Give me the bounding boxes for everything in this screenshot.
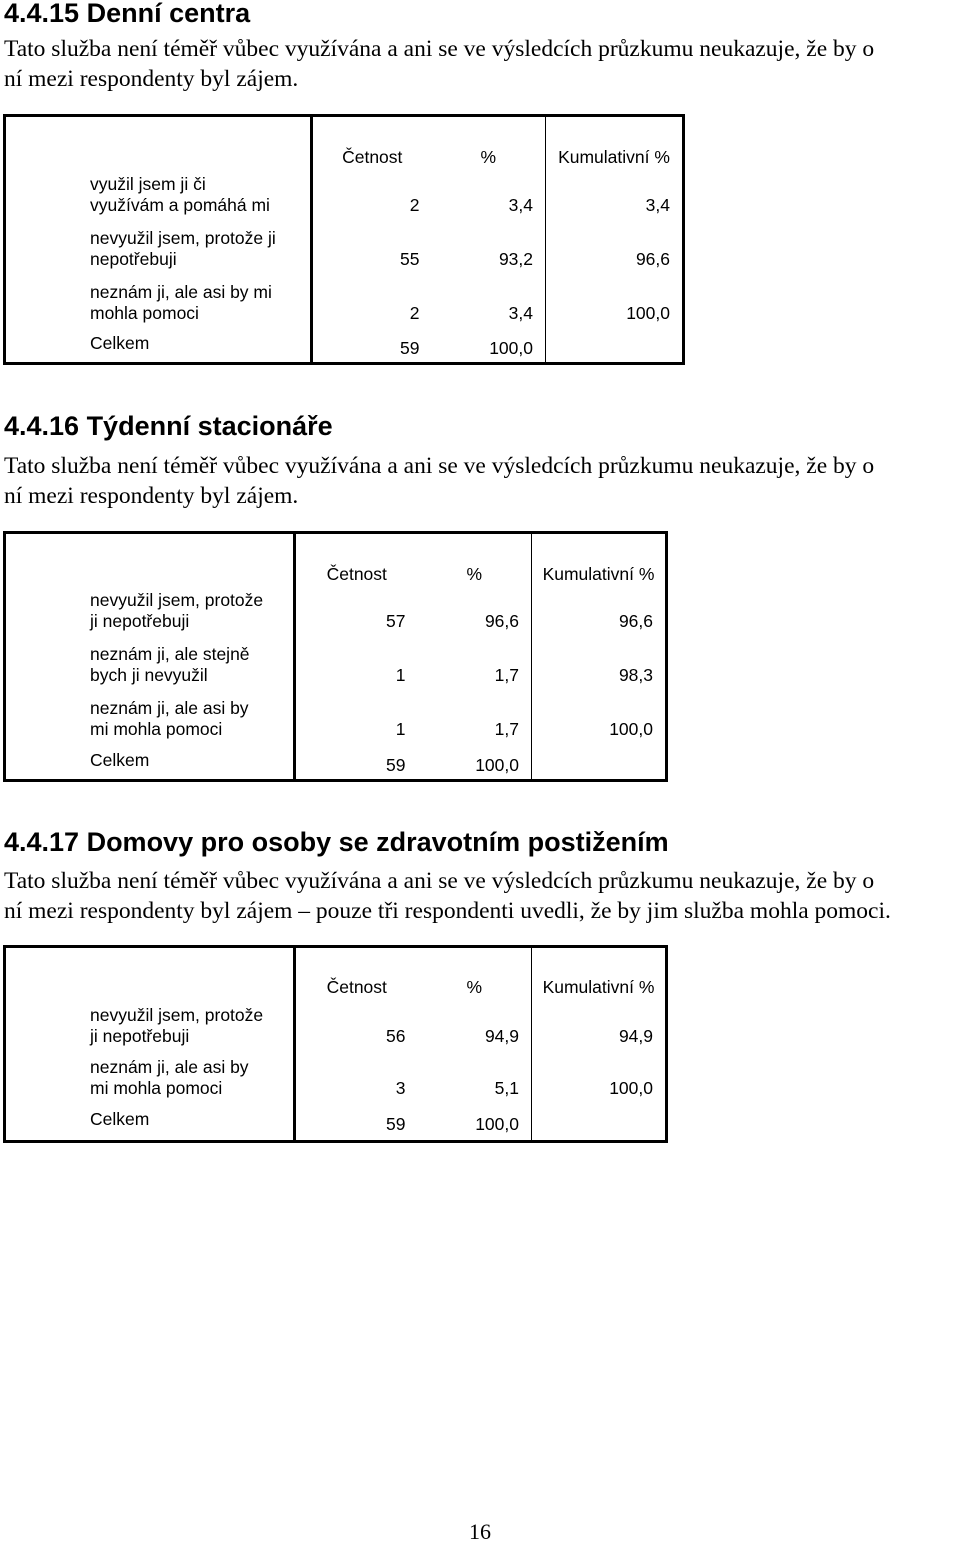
section-paragraph-line-2: ní mezi respondenty byl zájem – pouze tři respondenti uvedli, že by jim služba mohla pomoci. (4, 898, 891, 924)
row-label: nevyužil jsem, protože ji nepotřebuji (5, 222, 312, 276)
cell-cum: 96,6 (635, 248, 670, 269)
cell-freq: 57 (386, 610, 406, 631)
column-header-cum: Kumulativní % (558, 146, 670, 167)
table-row (5, 1053, 667, 1105)
cell-pct: 100,0 (418, 1105, 532, 1142)
row-label: Celkem (5, 330, 312, 364)
section-heading-4-4-17: 4.4.17 Domovy pro osoby se zdravotním postižením (4, 827, 669, 857)
row-label: využil jsem ji či využívám a pomáhá mi (5, 173, 312, 222)
cell-cum: 96,6 (618, 610, 653, 631)
row-label: neznám ji, ale asi by mi mohla pomoci (5, 692, 295, 746)
cell-cum: 100,0 (609, 718, 653, 739)
table-row-total (5, 746, 667, 781)
column-header-freq: Četnost (326, 563, 387, 584)
table-corner-cell (5, 533, 295, 590)
table-corner-cell (5, 116, 312, 173)
cell-freq: 1 (395, 718, 406, 739)
frequency-table-domovy-pro-osoby (3, 945, 668, 1143)
cell-freq: 1 (395, 664, 406, 685)
cell-cum: 3,4 (645, 194, 670, 215)
row-label: neznám ji, ale stejně bych ji nevyužil (5, 638, 295, 692)
row-label: Celkem (5, 1105, 295, 1142)
cell-pct: 94,9 (418, 1003, 532, 1053)
cell-pct: 3,4 (432, 276, 546, 330)
cell-freq: 59 (386, 1114, 406, 1134)
table-row (5, 692, 667, 746)
section-paragraph-line-2: ní mezi respondenty byl zájem. (4, 483, 299, 509)
row-label: neznám ji, ale asi by mi mohla pomoci (5, 276, 312, 330)
frequency-table-denni-centra (3, 114, 685, 365)
cell-pct: 96,6 (418, 590, 532, 638)
cell-pct: 100,0 (432, 330, 546, 364)
cell-cum: 94,9 (618, 1025, 653, 1046)
table-row (5, 173, 684, 222)
column-header-pct: % (418, 533, 532, 590)
cell-freq: 2 (409, 302, 420, 323)
cell-cum-empty (546, 330, 684, 364)
section-paragraph-line-1: Tato služba není téměř vůbec využívána a ani se ve výsledcích průzkumu neukazuje, že by o (4, 453, 875, 479)
row-label: Celkem (5, 746, 295, 781)
row-label: neznám ji, ale asi by mi mohla pomoci (5, 1053, 295, 1105)
cell-cum: 100,0 (609, 1077, 653, 1098)
table-row (5, 276, 684, 330)
column-header-cum: Kumulativní % (542, 976, 655, 997)
cell-pct: 100,0 (418, 746, 532, 781)
table-corner-cell (5, 947, 295, 1003)
section-paragraph-line-2: ní mezi respondenty byl zájem. (4, 66, 299, 92)
column-header-pct: % (418, 947, 532, 1003)
cell-freq: 2 (409, 194, 420, 215)
table-row (5, 638, 667, 692)
cell-pct: 3,4 (432, 173, 546, 222)
cell-pct: 1,7 (418, 638, 532, 692)
section-paragraph-line-1: Tato služba není téměř vůbec využívána a ani se ve výsledcích průzkumu neukazuje, že by o (4, 36, 875, 62)
column-header-cum: Kumulativní % (542, 563, 655, 584)
table-row (5, 1003, 667, 1053)
cell-freq: 56 (386, 1025, 406, 1046)
cell-freq: 55 (400, 248, 420, 269)
cell-freq: 59 (386, 755, 406, 775)
table-row (5, 590, 667, 638)
column-header-freq: Četnost (326, 976, 387, 997)
page-number: 16 (469, 1519, 491, 1544)
section-paragraph-line-1: Tato služba není téměř vůbec využívána a ani se ve výsledcích průzkumu neukazuje, že by o (4, 868, 875, 894)
table-row (5, 222, 684, 276)
cell-freq: 3 (395, 1077, 406, 1098)
cell-pct: 1,7 (418, 692, 532, 746)
cell-pct: 93,2 (432, 222, 546, 276)
column-header-freq: Četnost (342, 146, 403, 167)
column-header-pct: % (432, 116, 546, 173)
frequency-table-tydenni-stacionare (3, 531, 668, 782)
table-row-total (5, 330, 684, 364)
row-label: nevyužil jsem, protože ji nepotřebuji (5, 590, 295, 638)
row-label: nevyužil jsem, protože ji nepotřebuji (5, 1003, 295, 1053)
section-heading-4-4-16: 4.4.16 Týdenní stacionáře (4, 411, 333, 441)
section-heading-4-4-15: 4.4.15 Denní centra (4, 0, 251, 28)
cell-freq: 59 (400, 338, 420, 358)
cell-cum: 100,0 (626, 302, 670, 323)
cell-cum: 98,3 (618, 664, 653, 685)
cell-cum-empty (532, 1105, 667, 1142)
cell-cum-empty (532, 746, 667, 781)
table-row-total (5, 1105, 667, 1142)
cell-pct: 5,1 (418, 1053, 532, 1105)
